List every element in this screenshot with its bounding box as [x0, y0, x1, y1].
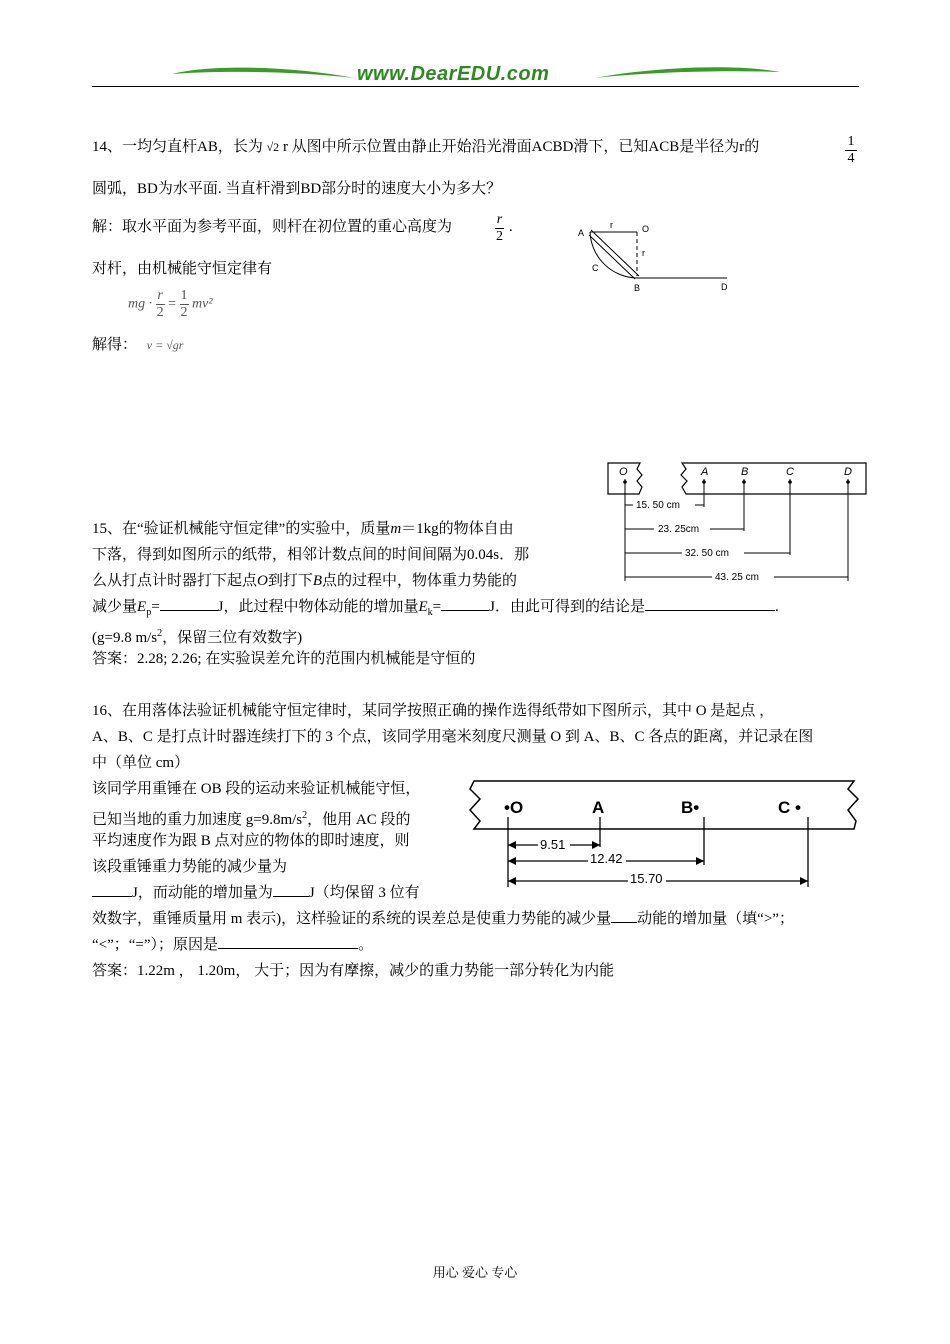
label-r-top: r: [610, 220, 613, 230]
q14-arc-diagram: [575, 218, 740, 296]
q16-dim-OC: 15.70: [630, 871, 663, 886]
tape-label-D: D: [844, 466, 852, 478]
q14-quarter-fraction: [845, 134, 857, 167]
q16-l9-b: 动能的增加量（填“>”；: [637, 911, 794, 927]
q15-l4-e: J．由此可得到的结论是: [489, 599, 645, 615]
q15-l1-b: ＝1kg的物体自由: [401, 521, 514, 537]
q15-l3-O: O: [257, 573, 268, 589]
q14-line2: 圆弧，BD为水平面. 当直杆滑到BD部分时的速度大小为多大？: [92, 181, 502, 197]
q14-solution-line3: [92, 332, 183, 359]
q16-l10-a: “<”；“=”）；原因是: [92, 937, 219, 953]
q15-tape-diagram: [606, 459, 871, 589]
q15-l4-eq: =: [151, 599, 160, 615]
q14-sqrt2: √2: [266, 140, 280, 154]
q15-l5-b: ，保留三位有效数字): [162, 630, 303, 646]
fraction-denominator: 4: [847, 151, 855, 166]
label-O: O: [642, 224, 650, 234]
q16-line2: A、B、C 是打点计时器连续打下的 3 个点，该同学用毫米刻度尺测量 O 到 A、B、C 各点的距离，并记录在图: [92, 729, 814, 745]
q16-l8-b: J，而动能的增加量为: [132, 885, 273, 901]
q16-l8-d: J（均保留 3 位有: [308, 885, 420, 901]
tape-label-O: O: [619, 466, 628, 478]
q15-l4-c: J，此过程中物体动能的增加量: [217, 599, 419, 615]
label-r-side: r: [642, 248, 645, 258]
q15-l1-m: m: [390, 521, 402, 537]
tape-label-C: C •: [778, 798, 801, 817]
q16-answer: 答案：1.22m ， 1.20m， 大于；因为有摩擦，减少的重力势能一部分转化为内能: [92, 963, 615, 979]
q16-line9: [92, 906, 794, 933]
q16-blank-reason[interactable]: [218, 934, 358, 949]
fraction-numerator: r: [157, 288, 163, 303]
q14-sol1-period: .: [509, 219, 513, 235]
q16-line8: [92, 880, 420, 907]
q15-l4-eq2: =: [432, 599, 442, 615]
dim-OC: 32. 50 cm: [685, 548, 729, 559]
fraction-numerator: r: [496, 212, 503, 227]
q16-l10-b: 。: [358, 937, 374, 953]
q15-l5-sup: 2: [157, 628, 163, 639]
q16-l5-b: ，他用 AC 段的: [307, 812, 411, 828]
q14-text-a: 14、一均匀直杆AB，长为: [92, 139, 263, 155]
q16-blank-ep[interactable]: [92, 882, 132, 897]
q16-line4: 该同学用重锤在 OB 段的运动来验证机械能守恒，: [92, 781, 421, 797]
label-D: D: [721, 282, 728, 292]
label-B: B: [634, 283, 641, 293]
page-footer: 用心 爱心 专心: [432, 1265, 518, 1280]
q16-tape-diagram: [468, 777, 866, 895]
q15-l4-E: E: [137, 599, 147, 615]
q16-dim-OA: 9.51: [540, 837, 566, 852]
q14-solution-line2: 对杆，由机械能守恒定律有: [92, 261, 273, 277]
q15-l3-b: 到打下: [267, 573, 313, 589]
tape-label-B: B•: [681, 798, 700, 817]
q14-text-b: r 从图中所示位置由静止开始沿光滑面ACBD滑下，已知ACB是半径为r的: [282, 139, 760, 155]
q16-line7: 该段重锤重力势能的减少量为: [92, 859, 288, 875]
q15-l4-sub-p: p: [146, 607, 152, 618]
eq-fraction-half: [180, 288, 189, 321]
q15-line2: 下落，得到如图所示的纸带，相邻计数点间的时间间隔为0.04s．那: [92, 547, 530, 563]
q15-l3-B: B: [312, 573, 323, 589]
q14-height-fraction: [495, 212, 504, 245]
dim-OB: 23. 25cm: [658, 524, 700, 535]
q15-line1: [92, 516, 514, 543]
q16-line10: [92, 932, 373, 959]
header-rule: [92, 86, 859, 87]
tape-dots: [623, 480, 850, 484]
label-C: C: [592, 263, 599, 273]
fraction-denominator: 2: [496, 229, 503, 244]
eq-equals: =: [168, 296, 177, 312]
q16-blank-ek[interactable]: [273, 882, 309, 897]
q15-l4-E2: E: [418, 599, 428, 615]
logo-text: www.DearEDU.com: [357, 63, 550, 85]
q15-l3-c: 点的过程中，物体重力势能的: [322, 573, 518, 589]
eq-fraction-r2: [156, 288, 165, 321]
q16-l5-a: 已知当地的重力加速度 g=9.8m/s: [92, 812, 303, 828]
tape-label-A: A: [592, 798, 605, 817]
q14-sol1-text: 解：取水平面为参考平面，则杆在初位置的重心高度为: [92, 219, 453, 235]
tape-label-O: •O: [504, 798, 524, 817]
q16-l5-sup: 2: [302, 810, 308, 821]
q15-answer: 答案：2.28; 2.26; 在实验误差允许的范围内机械能是守恒的: [92, 651, 476, 667]
fraction-denominator: 2: [156, 305, 164, 320]
q15-l4-sub-k: k: [427, 607, 433, 618]
q15-blank-ek[interactable]: [441, 596, 489, 611]
q16-line1: 16、在用落体法验证机械能守恒定律时，某同学按照正确的操作选得纸带如下图所示，其中 O 是起点 ，: [92, 703, 775, 719]
eq-left: mg ·: [128, 296, 153, 312]
fraction-numerator: 1: [845, 134, 857, 151]
q14-energy-equation: [128, 288, 213, 321]
tape-label-C: C: [786, 466, 794, 478]
q14-sol3-label: 解得：: [92, 337, 138, 353]
fraction-denominator: 2: [180, 305, 188, 320]
q14-solution-line1: [92, 214, 452, 241]
q15-line3: [92, 568, 517, 595]
dim-OA: 15. 50 cm: [636, 500, 680, 511]
q15-blank-conclusion[interactable]: [645, 596, 775, 611]
q15-l5-a: (g=9.8 m/s: [92, 630, 158, 646]
q14-result: v = √gr: [146, 338, 184, 352]
q15-l4-a: 减少量: [92, 599, 138, 615]
q16-l9-a: 效数字，重锤质量用 m 表示)，这样验证的系统的误差总是使重力势能的减少量: [92, 911, 612, 927]
q15-l4-f: .: [774, 599, 779, 615]
q16-blank-compare[interactable]: [611, 908, 637, 923]
tape-label-B: B: [741, 466, 749, 478]
tape-right-piece: [681, 463, 866, 494]
label-A: A: [578, 228, 585, 238]
q14-line1: [92, 134, 759, 161]
q16-line3: 中（单位 cm）: [92, 755, 190, 771]
fraction-numerator: 1: [180, 288, 188, 303]
tape-label-A: A: [701, 466, 709, 478]
q16-line6: 平均速度作为跟 B 点对应的物体的即时速度，则: [92, 833, 410, 849]
q15-blank-ep[interactable]: [160, 596, 218, 611]
q16-dim-OB: 12.42: [590, 851, 623, 866]
eq-right: mv²: [192, 296, 213, 312]
q15-l1-a: 15、在“验证机械能守恒定律”的实验中，质量: [92, 521, 391, 537]
q15-l3-a: 么从打点计时器打下起点: [92, 573, 258, 589]
dim-OD: 43. 25 cm: [715, 572, 759, 583]
